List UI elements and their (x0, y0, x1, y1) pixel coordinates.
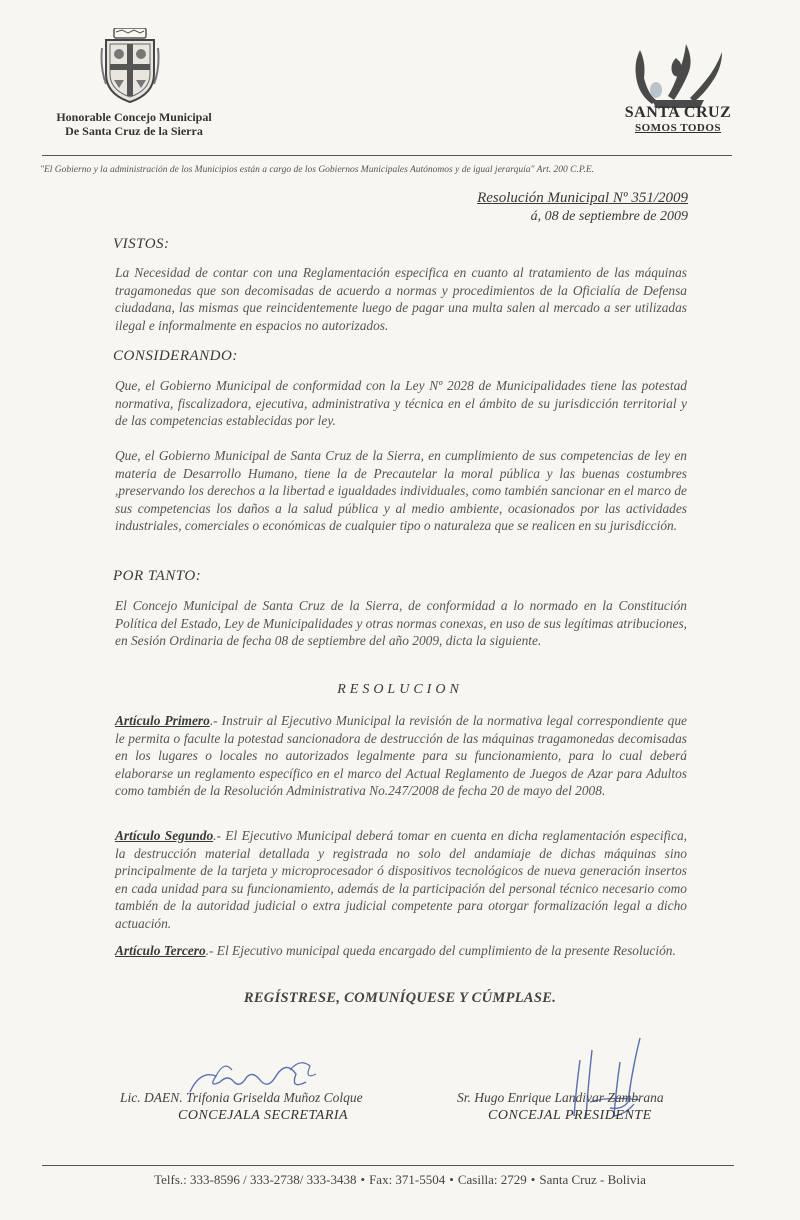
bullet-icon: • (530, 1172, 536, 1187)
considerando-paragraph-1: Que, el Gobierno Municipal de conformidad con la Ley Nº 2028 de Municipalidades tiene las potestad normativa, fiscalizadora, ejecutiva, administrativa y técnica en el ámbito de su jurisdicción territorial y de las competencias establecidas por ley. (115, 378, 687, 429)
resolucion-heading: RESOLUCION (337, 682, 463, 697)
article-second-text: .- El Ejecutivo Municipal deberá tomar en cuenta en dicha reglamentación especifica, la destrucción material detallada y registrada no solo del andamiaje de dichas máquinas sino principalmente de la tarjeta y microprocesador ó dispositivos tecnológicos de nueva generación insertos en cada unidad para su funcionamiento, además de la participación del personal técnico necesario como también de la autoridad judicial o extra judicial competente para otorgar formalización legal a dicho actuación. (115, 828, 688, 931)
article-first-label: Artículo Primero (115, 713, 210, 728)
vistos-heading: VISTOS: (113, 236, 170, 252)
resolution-date: á, 08 de septiembre de 2009 (530, 209, 688, 224)
article-third (115, 942, 687, 960)
bullet-icon: • (360, 1172, 366, 1187)
signatory-left-title: CONCEJALA SECRETARIA (178, 1108, 349, 1123)
article-first (115, 712, 687, 800)
closing-formula: REGÍSTRESE, COMUNÍQUESE Y CÚMPLASE. (243, 990, 557, 1006)
article-second (115, 827, 687, 933)
resolution-number: Resolución Municipal Nº 351/2009 (477, 190, 688, 206)
article-third-label: Artículo Tercero (115, 943, 206, 958)
council-name-line2: De Santa Cruz de la Sierra (65, 124, 203, 138)
constitution-quote: "El Gobierno y la administración de los Municipios están a cargo de los Gobiernos Municipales Autónomos y de igual jerarquía" Art. 200 C.P.E. (40, 165, 595, 175)
signature-left-scribble (120, 1030, 390, 1120)
municipal-crest-emblem (100, 28, 160, 104)
footer-contact (0, 1172, 800, 1188)
logo-motto: SOMOS TODOS (634, 122, 722, 134)
considerando-paragraph-2: Que, el Gobierno Municipal de Santa Cruz de la Sierra, en cumplimiento de sus competencias de ley en materia de Desarrollo Humano, tiene la de Precautelar la moral pública y las buenas costumbres ,preservando los derechos a la libertad e igualdades individuales, como también sancionar en el marco de sus competencias los daños a la salud pública y al medio ambiente, ocasionados por las actividades industriales, comerciales o económicas de cualquier tipo o naturaleza que se realicen en su jurisdicción. (115, 448, 687, 534)
signatory-right-name: Sr. Hugo Enrique Landivar Zambrana (457, 1090, 664, 1105)
portanto-paragraph: El Concejo Municipal de Santa Cruz de la Sierra, de conformidad a lo normado en la Constitución Política del Estado, Ley de Municipalidades y otras normas conexas, en uso de sus legítimas atribuciones, en Sesión Ordinaria de fecha 08 de septiembre del año 2009, dicta la siguiente. (115, 598, 688, 649)
header-divider (42, 155, 732, 156)
article-third-text: .- El Ejecutivo municipal queda encargado del cumplimiento de la presente Resolución. (205, 943, 676, 958)
vistos-paragraph: La Necesidad de contar con una Reglamentación especifica en cuanto al tratamiento de las máquinas tragamonedas que son decomisadas de acuerdo a normas y procedimientos de la Oficialía de Defensa ciudadana, las mismas que reincidentemente luego de pagar una multa salen al mercado a ser utilizadas ilegal e informalmente en espacios no autorizados. (115, 265, 687, 333)
council-name (36, 110, 232, 138)
signatory-right-title: CONCEJAL PRESIDENTE (488, 1108, 652, 1123)
santa-cruz-logo-text (608, 104, 748, 134)
considerando-heading: CONSIDERANDO: (113, 348, 238, 364)
bullet-icon: • (449, 1172, 454, 1187)
article-first-text: .- Instruir al Ejecutivo Municipal la revisión de la normativa legal correspondiente que le permita o faculte la potestad sancionadora de destrucción de las máquinas tragamonedas decomisadas en los lugares o locales no autorizados legalmente para su funcionamiento, para lo cual deberá elaborarse un reglamento específico en el marco del Actual Reglamento de Juegos de Azar para Adultos como también de la Resolución Administrativa No.247/2008 de fecha 20 de mayo del 2008. (115, 713, 687, 799)
signatory-left-name: Lic. DAEN. Trifonia Griselda Muñoz Colque (120, 1090, 363, 1105)
council-name-line1: Honorable Concejo Municipal (56, 110, 212, 124)
footer-casilla: Casilla: 2729 (457, 1172, 527, 1187)
portanto-heading: POR TANTO: (113, 568, 202, 584)
footer-city: Santa Cruz - Bolivia (539, 1172, 646, 1187)
logo-name: SANTA CRUZ (624, 104, 732, 121)
footer-divider (42, 1165, 734, 1166)
article-second-label: Artículo Segundo (115, 828, 214, 843)
footer-fax: Fax: 371-5504 (369, 1172, 446, 1187)
footer-phones: Telfs.: 333-8596 / 333-2738/ 333-3438 (154, 1172, 357, 1187)
